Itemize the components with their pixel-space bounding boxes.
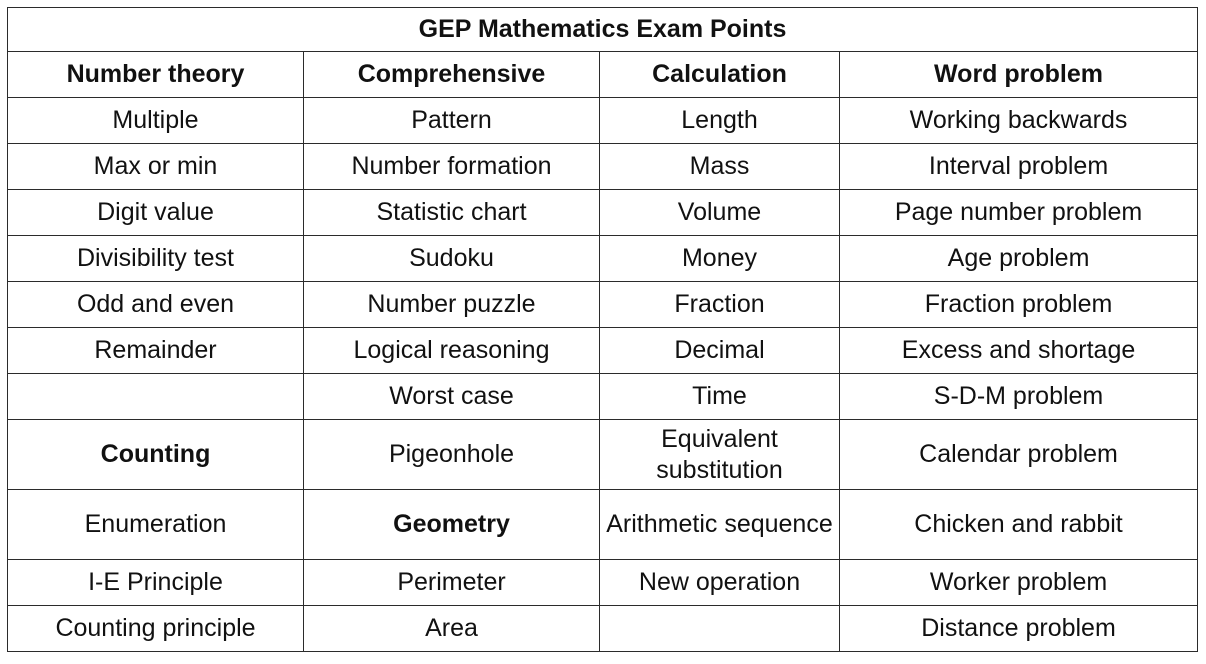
table-cell: Fraction problem: [840, 282, 1198, 328]
table-cell: Excess and shortage: [840, 328, 1198, 374]
table-row: [8, 420, 1198, 490]
header-row: [8, 52, 1198, 98]
table-cell: Calendar problem: [840, 420, 1198, 490]
table-cell: Number puzzle: [304, 282, 600, 328]
table-cell: Perimeter: [304, 560, 600, 606]
table-cell: Worst case: [304, 374, 600, 420]
table-cell: Area: [304, 606, 600, 652]
table-row: [8, 374, 1198, 420]
table-cell: I-E Principle: [8, 560, 304, 606]
table-cell: Volume: [600, 190, 840, 236]
header-word-problem: Word problem: [840, 52, 1198, 98]
table-cell: Fraction: [600, 282, 840, 328]
table-cell: Odd and even: [8, 282, 304, 328]
table-cell: Arithmetic sequence: [600, 490, 840, 560]
table-row: [8, 144, 1198, 190]
table-cell: Counting principle: [8, 606, 304, 652]
table-cell: Remainder: [8, 328, 304, 374]
table-cell: Decimal: [600, 328, 840, 374]
table-cell: Distance problem: [840, 606, 1198, 652]
header-calculation: Calculation: [600, 52, 840, 98]
table-cell: Pigeonhole: [304, 420, 600, 490]
section-heading-counting: Counting: [8, 420, 304, 490]
section-heading-geometry: Geometry: [304, 490, 600, 560]
table-cell: Length: [600, 98, 840, 144]
table-row: [8, 98, 1198, 144]
title-row: [8, 8, 1198, 52]
table-cell: Worker problem: [840, 560, 1198, 606]
table-cell: Max or min: [8, 144, 304, 190]
header-comprehensive: Comprehensive: [304, 52, 600, 98]
table-cell-empty: [8, 374, 304, 420]
table-cell: Digit value: [8, 190, 304, 236]
table-row: [8, 606, 1198, 652]
table-cell: Age problem: [840, 236, 1198, 282]
table-cell: Logical reasoning: [304, 328, 600, 374]
header-number-theory: Number theory: [8, 52, 304, 98]
table-row: [8, 236, 1198, 282]
table-cell: Working backwards: [840, 98, 1198, 144]
table-cell: Multiple: [8, 98, 304, 144]
table-row: [8, 190, 1198, 236]
table-cell: Equivalent substitution: [600, 420, 840, 490]
exam-points-table: [7, 7, 1198, 652]
table-cell: Interval problem: [840, 144, 1198, 190]
table-row: [8, 490, 1198, 560]
table-cell: New operation: [600, 560, 840, 606]
table-cell: Chicken and rabbit: [840, 490, 1198, 560]
table-cell: Sudoku: [304, 236, 600, 282]
table-cell: Divisibility test: [8, 236, 304, 282]
table-cell: S-D-M problem: [840, 374, 1198, 420]
table-row: [8, 282, 1198, 328]
table-cell: Time: [600, 374, 840, 420]
table-cell-empty: [600, 606, 840, 652]
table-cell: Mass: [600, 144, 840, 190]
table-cell: Number formation: [304, 144, 600, 190]
table-cell: Pattern: [304, 98, 600, 144]
table-row: [8, 560, 1198, 606]
table-cell: Page number problem: [840, 190, 1198, 236]
table-cell: Statistic chart: [304, 190, 600, 236]
table-cell: Money: [600, 236, 840, 282]
table-row: [8, 328, 1198, 374]
table-cell: Enumeration: [8, 490, 304, 560]
table-title: GEP Mathematics Exam Points: [8, 8, 1198, 52]
